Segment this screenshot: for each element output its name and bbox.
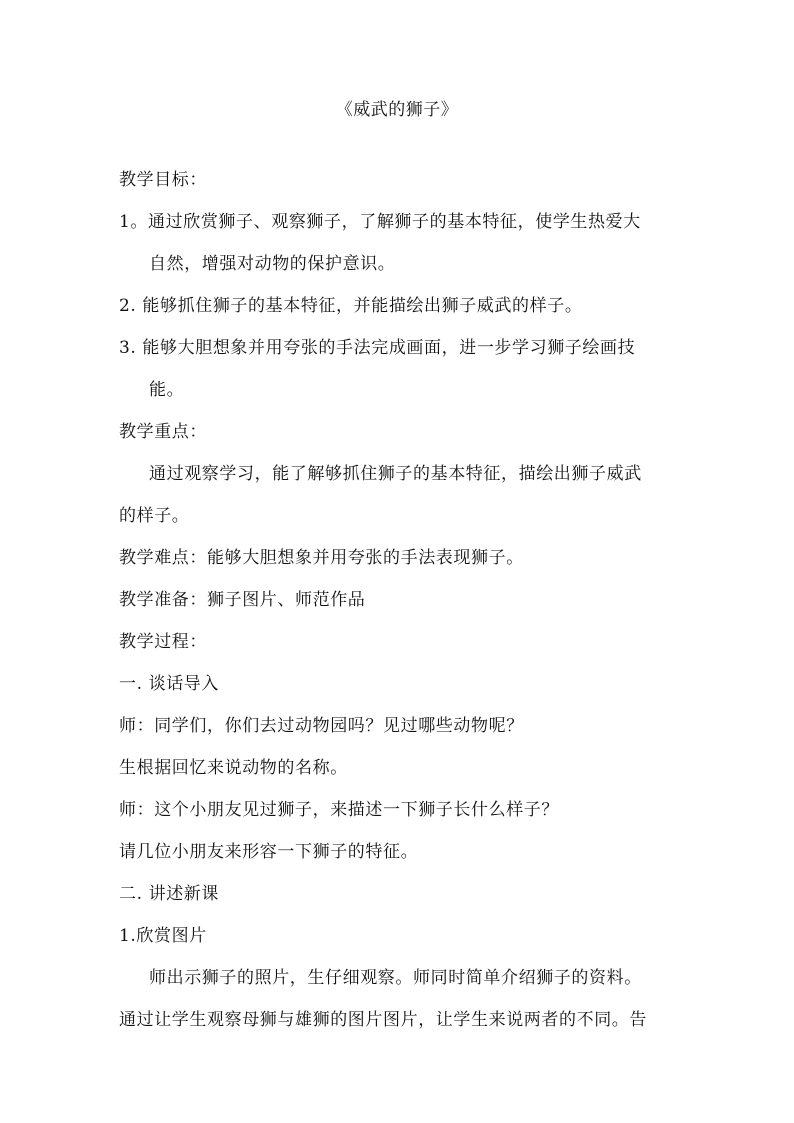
appreciate-line-2: 通过让学生观察母狮与雄狮的图片图片，让学生来说两者的不同。告	[119, 1010, 647, 1030]
objective-2: 2. 能够抓住狮子的基本特征，并能描绘出狮子威武的样子。	[119, 296, 583, 316]
process-line-2: 生根据回忆来说动物的名称。	[119, 758, 348, 778]
process-heading-2: 二. 讲述新课	[119, 884, 220, 904]
process-heading-1: 一. 谈话导入	[119, 674, 220, 694]
key-points-line-1: 通过观察学习，能了解够抓住狮子的基本特征，描绘出狮子威武	[149, 464, 642, 484]
objective-3-line-2: 能。	[149, 380, 185, 400]
difficulty-line: 教学难点：能够大胆想象并用夸张的手法表现狮子。	[119, 548, 524, 568]
section-heading-process: 教学过程：	[119, 632, 207, 652]
key-points-line-2: 的样子。	[119, 506, 190, 526]
objective-1-line-1: 1。通过欣赏狮子、观察狮子，了解狮子的基本特征，使学生热爱大	[119, 212, 641, 232]
document-title: 《威武的狮子》	[335, 100, 459, 120]
section-heading-objectives: 教学目标：	[119, 170, 207, 190]
process-line-4: 请几位小朋友来形容一下狮子的特征。	[119, 842, 419, 862]
appreciate-line-1: 师出示狮子的照片，生仔细观察。师同时简单介绍狮子的资料。	[149, 968, 642, 988]
preparation-line: 教学准备：狮子图片、师范作品	[119, 590, 366, 610]
objective-3-line-1: 3. 能够大胆想象并用夸张的手法完成画面，进一步学习狮子绘画技	[119, 338, 636, 358]
subheading-appreciate: 1.欣赏图片	[119, 926, 207, 946]
objective-1-line-2: 自然，增强对动物的保护意识。	[149, 254, 396, 274]
process-line-3: 师：这个小朋友见过狮子，来描述一下狮子长什么样子？	[119, 800, 559, 820]
section-heading-key-points: 教学重点：	[119, 422, 207, 442]
process-line-1: 师：同学们，你们去过动物园吗？见过哪些动物呢？	[119, 716, 524, 736]
